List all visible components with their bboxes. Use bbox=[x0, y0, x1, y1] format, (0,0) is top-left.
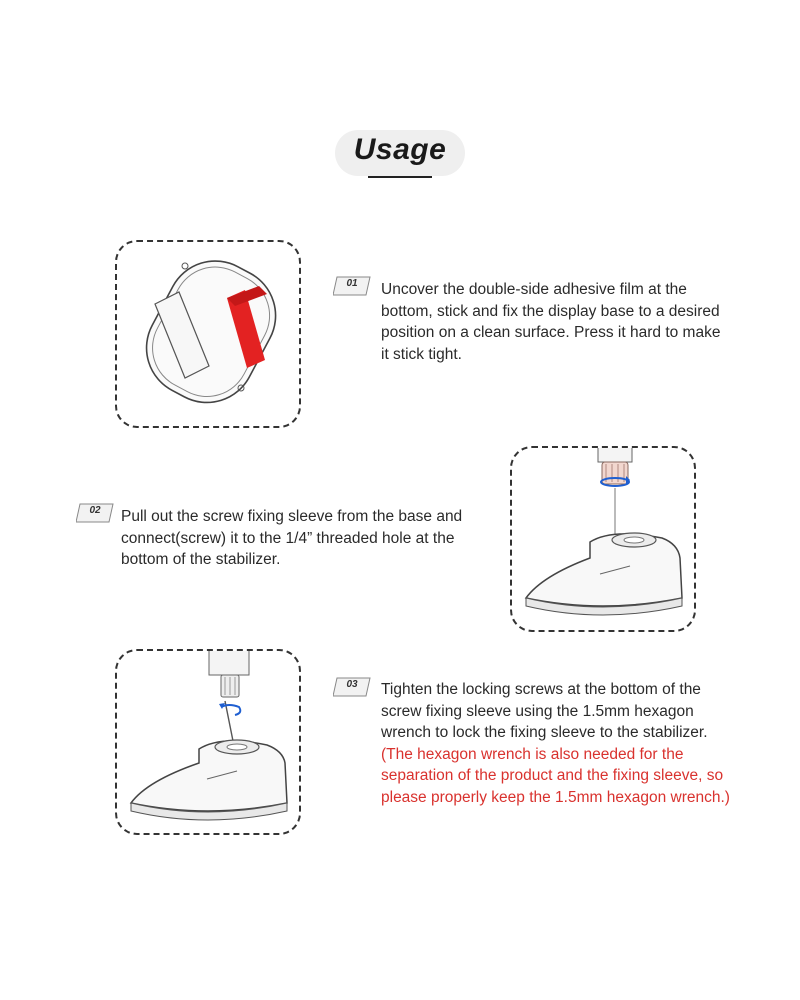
step-3-illustration-frame bbox=[115, 649, 301, 835]
step-2-illustration-frame bbox=[510, 446, 696, 632]
step-3-note: (The hexagon wrench is also needed for the separation of the product and the fixing sleeve, so please properly keep the 1.5mm hexagon wrench.) bbox=[381, 745, 730, 806]
sleeve-screw-illustration bbox=[512, 448, 698, 634]
page-title: Usage bbox=[353, 133, 447, 166]
hex-wrench-illustration bbox=[117, 651, 303, 837]
rotation-arrow-icon bbox=[221, 705, 240, 715]
step-1-illustration-frame bbox=[115, 240, 301, 428]
step-2-badge: 02 bbox=[76, 503, 114, 523]
title-underline bbox=[368, 176, 432, 178]
step-3-text-block bbox=[381, 679, 736, 808]
base-bottom-illustration bbox=[117, 242, 303, 430]
step-1-badge: 01 bbox=[333, 276, 371, 296]
step-1-text: Uncover the double-side adhesive film at the bottom, stick and fix the display base to a desired position on a clean surface. Press it hard to make it stick tight. bbox=[381, 281, 721, 363]
step-3-text: Tighten the locking screws at the bottom of the screw fixing sleeve using the 1.5mm hexagon wrench to lock the fixing sleeve to the stabilizer. bbox=[381, 681, 708, 741]
step-2-text: Pull out the screw fixing sleeve from the base and connect(screw) it to the 1/4” threaded hole at the bottom of the stabilizer. bbox=[121, 508, 463, 568]
step-3-badge: 03 bbox=[333, 677, 371, 697]
